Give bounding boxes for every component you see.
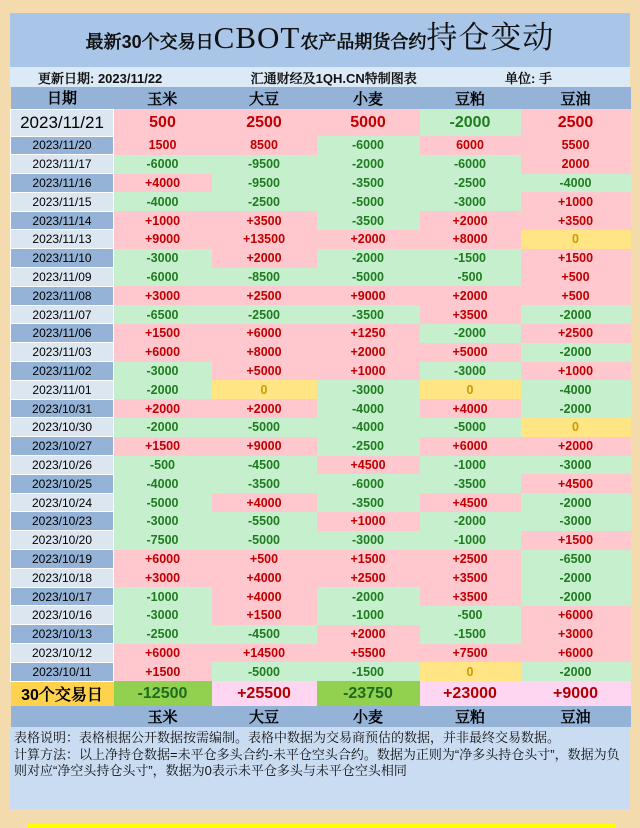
value-cell: +6000 bbox=[114, 343, 212, 362]
date-cell: 2023/10/26 bbox=[11, 456, 114, 475]
value-cell: +1500 bbox=[317, 550, 420, 569]
value-cell: +2000 bbox=[212, 249, 317, 268]
table-row bbox=[11, 625, 631, 644]
table-row bbox=[11, 343, 631, 362]
date-cell: 2023/10/30 bbox=[11, 418, 114, 437]
column-header-row bbox=[11, 87, 631, 109]
value-cell: +2000 bbox=[317, 625, 420, 644]
table-row bbox=[11, 305, 631, 324]
value-cell: +2000 bbox=[420, 211, 521, 230]
value-cell: -1500 bbox=[317, 662, 420, 681]
value-cell: +1000 bbox=[521, 192, 631, 211]
date-cell: 2023/11/16 bbox=[11, 174, 114, 193]
value-cell: -5000 bbox=[317, 192, 420, 211]
footer-column-label bbox=[11, 706, 114, 727]
value-cell: +2000 bbox=[521, 437, 631, 456]
value-cell: -2000 bbox=[420, 512, 521, 531]
date-cell: 2023/11/13 bbox=[11, 230, 114, 249]
value-cell: 0 bbox=[420, 380, 521, 399]
value-cell: +500 bbox=[212, 550, 317, 569]
date-cell: 2023/11/20 bbox=[11, 136, 114, 155]
date-cell: 2023/10/24 bbox=[11, 493, 114, 512]
value-cell: -2500 bbox=[420, 174, 521, 193]
date-cell: 2023/11/03 bbox=[11, 343, 114, 362]
value-cell: -6000 bbox=[114, 268, 212, 287]
value-cell: +4500 bbox=[317, 456, 420, 475]
value-cell: -2500 bbox=[317, 437, 420, 456]
value-cell: +1500 bbox=[114, 662, 212, 681]
value-cell: +2000 bbox=[317, 230, 420, 249]
value-cell: -3500 bbox=[317, 305, 420, 324]
title-bar bbox=[10, 13, 630, 67]
value-cell: -2000 bbox=[521, 493, 631, 512]
column-header: 豆粕 bbox=[420, 87, 521, 109]
value-cell: -2000 bbox=[521, 568, 631, 587]
value-cell: +1500 bbox=[114, 437, 212, 456]
value-cell: -500 bbox=[420, 606, 521, 625]
summary-label: 30个交易日 bbox=[11, 681, 114, 706]
value-cell: +6000 bbox=[212, 324, 317, 343]
table-row bbox=[11, 136, 631, 155]
date-cell: 2023/11/21 bbox=[11, 109, 114, 136]
value-cell: -6500 bbox=[521, 550, 631, 569]
value-cell: -2000 bbox=[317, 587, 420, 606]
date-cell: 2023/11/06 bbox=[11, 324, 114, 343]
value-cell: +8000 bbox=[420, 230, 521, 249]
column-header: 豆油 bbox=[521, 87, 631, 109]
table-row bbox=[11, 230, 631, 249]
date-cell: 2023/11/17 bbox=[11, 155, 114, 174]
table-row bbox=[11, 418, 631, 437]
value-cell: -4000 bbox=[317, 399, 420, 418]
value-cell: -3000 bbox=[521, 456, 631, 475]
value-cell: -2000 bbox=[420, 324, 521, 343]
value-cell: -3500 bbox=[420, 474, 521, 493]
value-cell: +9000 bbox=[212, 437, 317, 456]
value-cell: +5500 bbox=[317, 644, 420, 663]
value-cell: +3500 bbox=[521, 211, 631, 230]
value-cell: -4000 bbox=[114, 192, 212, 211]
value-cell: +1500 bbox=[521, 531, 631, 550]
value-cell: +4500 bbox=[521, 474, 631, 493]
table-row bbox=[11, 174, 631, 193]
value-cell: 2500 bbox=[521, 109, 631, 136]
date-cell: 2023/11/10 bbox=[11, 249, 114, 268]
value-cell: -5000 bbox=[317, 268, 420, 287]
column-header: 大豆 bbox=[212, 87, 317, 109]
value-cell: -2000 bbox=[114, 418, 212, 437]
value-cell: -2000 bbox=[114, 380, 212, 399]
summary-value-cell: -23750 bbox=[317, 681, 420, 706]
value-cell: -4000 bbox=[317, 418, 420, 437]
value-cell: +5000 bbox=[212, 362, 317, 381]
value-cell: +1500 bbox=[114, 324, 212, 343]
update-date-label: 更新日期: 2023/11/22 bbox=[38, 70, 163, 86]
value-cell: 0 bbox=[212, 380, 317, 399]
table-row bbox=[11, 662, 631, 681]
value-cell: +1000 bbox=[114, 211, 212, 230]
value-cell: +2000 bbox=[420, 286, 521, 305]
date-cell: 2023/10/31 bbox=[11, 399, 114, 418]
value-cell: +1500 bbox=[521, 249, 631, 268]
value-cell: 5500 bbox=[521, 136, 631, 155]
date-cell: 2023/11/09 bbox=[11, 268, 114, 287]
value-cell: +1000 bbox=[317, 362, 420, 381]
value-cell: 0 bbox=[521, 418, 631, 437]
value-cell: +1000 bbox=[317, 512, 420, 531]
value-cell: -3000 bbox=[114, 512, 212, 531]
date-cell: 2023/11/14 bbox=[11, 211, 114, 230]
value-cell: -3000 bbox=[317, 531, 420, 550]
value-cell: +13500 bbox=[212, 230, 317, 249]
date-cell: 2023/10/12 bbox=[11, 644, 114, 663]
value-cell: +9000 bbox=[317, 286, 420, 305]
table-body bbox=[11, 109, 631, 727]
value-cell: -500 bbox=[420, 268, 521, 287]
value-cell: +3500 bbox=[212, 211, 317, 230]
value-cell: -2000 bbox=[521, 343, 631, 362]
table-row bbox=[11, 268, 631, 287]
table-row bbox=[11, 606, 631, 625]
value-cell: -4000 bbox=[521, 174, 631, 193]
table-row bbox=[11, 456, 631, 475]
date-cell: 2023/10/20 bbox=[11, 531, 114, 550]
value-cell: -1000 bbox=[420, 531, 521, 550]
table-row bbox=[11, 644, 631, 663]
table-row bbox=[11, 493, 631, 512]
value-cell: -4000 bbox=[114, 474, 212, 493]
value-cell: -2500 bbox=[212, 305, 317, 324]
value-cell: -3000 bbox=[521, 512, 631, 531]
value-cell: -9500 bbox=[212, 174, 317, 193]
value-cell: -5000 bbox=[212, 418, 317, 437]
value-cell: -6000 bbox=[317, 474, 420, 493]
value-cell: -3500 bbox=[317, 174, 420, 193]
date-cell: 2023/11/08 bbox=[11, 286, 114, 305]
value-cell: -3500 bbox=[317, 493, 420, 512]
title-part-latest: 最新30个交易日 bbox=[85, 32, 214, 52]
value-cell: -2000 bbox=[317, 155, 420, 174]
value-cell: -2000 bbox=[420, 109, 521, 136]
value-cell: -5000 bbox=[212, 531, 317, 550]
value-cell: +4000 bbox=[420, 399, 521, 418]
table-row bbox=[11, 192, 631, 211]
date-cell: 2023/10/18 bbox=[11, 568, 114, 587]
table-row bbox=[11, 550, 631, 569]
value-cell: +2000 bbox=[212, 399, 317, 418]
value-cell: -3000 bbox=[114, 606, 212, 625]
value-cell: -2000 bbox=[521, 662, 631, 681]
value-cell: +4500 bbox=[420, 493, 521, 512]
notes-line-method: 计算方法：以上净持仓数据=未平仓多头合约-未平仓空头合约。数据为正则为“净多头持仓头寸”，数据为负则对应“净空头持仓头寸”，数据为0表示未平仓多头与未平仓空头相同 bbox=[14, 746, 620, 779]
value-cell: +2500 bbox=[317, 568, 420, 587]
value-cell: -3000 bbox=[420, 192, 521, 211]
footer-column-label: 大豆 bbox=[212, 706, 317, 727]
column-header: 小麦 bbox=[317, 87, 420, 109]
summary-value-cell: +23000 bbox=[420, 681, 521, 706]
value-cell: +8000 bbox=[212, 343, 317, 362]
value-cell: +6000 bbox=[521, 606, 631, 625]
value-cell: +6000 bbox=[114, 644, 212, 663]
value-cell: +500 bbox=[521, 268, 631, 287]
value-cell: -3000 bbox=[317, 380, 420, 399]
table-row bbox=[11, 474, 631, 493]
table-row bbox=[11, 324, 631, 343]
value-cell: -1000 bbox=[114, 587, 212, 606]
value-cell: +6000 bbox=[521, 644, 631, 663]
value-cell: -2500 bbox=[114, 625, 212, 644]
value-cell: +3000 bbox=[114, 568, 212, 587]
value-cell: -5500 bbox=[212, 512, 317, 531]
date-cell: 2023/10/25 bbox=[11, 474, 114, 493]
value-cell: 8500 bbox=[212, 136, 317, 155]
table-row bbox=[11, 155, 631, 174]
value-cell: -3500 bbox=[212, 474, 317, 493]
summary-value-cell: -12500 bbox=[114, 681, 212, 706]
value-cell: 5000 bbox=[317, 109, 420, 136]
value-cell: -4500 bbox=[212, 625, 317, 644]
value-cell: +4000 bbox=[114, 174, 212, 193]
value-cell: -1000 bbox=[420, 456, 521, 475]
value-cell: -6000 bbox=[420, 155, 521, 174]
value-cell: -2000 bbox=[521, 399, 631, 418]
value-cell: +3500 bbox=[420, 587, 521, 606]
value-cell: -1500 bbox=[420, 249, 521, 268]
report-panel bbox=[10, 13, 630, 809]
value-cell: +1250 bbox=[317, 324, 420, 343]
value-cell: +4000 bbox=[212, 568, 317, 587]
value-cell: +3500 bbox=[420, 305, 521, 324]
value-cell: -3000 bbox=[420, 362, 521, 381]
positions-table bbox=[10, 87, 631, 727]
value-cell: -3000 bbox=[114, 362, 212, 381]
notes-block bbox=[10, 727, 630, 809]
column-header: 玉米 bbox=[114, 87, 212, 109]
value-cell: 500 bbox=[114, 109, 212, 136]
table-row bbox=[11, 380, 631, 399]
date-cell: 2023/10/27 bbox=[11, 437, 114, 456]
value-cell: -3000 bbox=[114, 249, 212, 268]
value-cell: +5000 bbox=[420, 343, 521, 362]
value-cell: +2500 bbox=[521, 324, 631, 343]
source-label: 汇通财经及1QH.CN特制图表 bbox=[250, 70, 417, 86]
value-cell: -5000 bbox=[212, 662, 317, 681]
value-cell: +2000 bbox=[317, 343, 420, 362]
value-cell: +4000 bbox=[212, 493, 317, 512]
bottom-yellow-strip bbox=[28, 824, 616, 828]
value-cell: +2000 bbox=[114, 399, 212, 418]
date-cell: 2023/10/13 bbox=[11, 625, 114, 644]
value-cell: -9500 bbox=[212, 155, 317, 174]
value-cell: +6000 bbox=[114, 550, 212, 569]
footer-column-label: 豆粕 bbox=[420, 706, 521, 727]
title-part-positions: 持仓变动 bbox=[426, 20, 555, 55]
value-cell: 2500 bbox=[212, 109, 317, 136]
table-row bbox=[11, 109, 631, 136]
value-cell: +3500 bbox=[420, 568, 521, 587]
footer-column-label: 豆油 bbox=[521, 706, 631, 727]
value-cell: -6000 bbox=[317, 136, 420, 155]
notes-line-description: 表格说明：表格根据公开数据按需编制。表格中数据为交易商预估的数据，并非最终交易数据。 bbox=[14, 730, 561, 746]
date-cell: 2023/10/17 bbox=[11, 587, 114, 606]
footer-column-label: 小麦 bbox=[317, 706, 420, 727]
title-part-cbot: CBOT bbox=[213, 20, 301, 55]
column-header: 日期 bbox=[11, 87, 114, 109]
value-cell: +4000 bbox=[212, 587, 317, 606]
value-cell: +9000 bbox=[114, 230, 212, 249]
value-cell: +14500 bbox=[212, 644, 317, 663]
date-cell: 2023/11/01 bbox=[11, 380, 114, 399]
title-part-products: 农产品期货合约 bbox=[300, 32, 427, 52]
date-cell: 2023/11/02 bbox=[11, 362, 114, 381]
summary-row bbox=[11, 681, 631, 706]
summary-value-cell: +25500 bbox=[212, 681, 317, 706]
date-cell: 2023/10/11 bbox=[11, 662, 114, 681]
value-cell: +1000 bbox=[521, 362, 631, 381]
table-row bbox=[11, 587, 631, 606]
value-cell: +7500 bbox=[420, 644, 521, 663]
table-row bbox=[11, 399, 631, 418]
table-row bbox=[11, 211, 631, 230]
table-row bbox=[11, 437, 631, 456]
date-cell: 2023/10/19 bbox=[11, 550, 114, 569]
date-cell: 2023/11/07 bbox=[11, 305, 114, 324]
table-row bbox=[11, 531, 631, 550]
value-cell: +6000 bbox=[420, 437, 521, 456]
date-cell: 2023/10/23 bbox=[11, 512, 114, 531]
table-row bbox=[11, 249, 631, 268]
value-cell: -1500 bbox=[420, 625, 521, 644]
value-cell: +3000 bbox=[114, 286, 212, 305]
value-cell: -5000 bbox=[420, 418, 521, 437]
table-row bbox=[11, 568, 631, 587]
value-cell: +2500 bbox=[212, 286, 317, 305]
unit-label: 单位: 手 bbox=[505, 70, 552, 86]
value-cell: -4500 bbox=[212, 456, 317, 475]
value-cell: -2000 bbox=[317, 249, 420, 268]
value-cell: -2000 bbox=[521, 305, 631, 324]
value-cell: -6000 bbox=[114, 155, 212, 174]
table-row bbox=[11, 362, 631, 381]
value-cell: +2500 bbox=[420, 550, 521, 569]
value-cell: +500 bbox=[521, 286, 631, 305]
value-cell: -5000 bbox=[114, 493, 212, 512]
table-row bbox=[11, 512, 631, 531]
value-cell: -1000 bbox=[317, 606, 420, 625]
footer-column-row bbox=[11, 706, 631, 727]
value-cell: -8500 bbox=[212, 268, 317, 287]
date-cell: 2023/10/16 bbox=[11, 606, 114, 625]
value-cell: +3000 bbox=[521, 625, 631, 644]
subheader-bar bbox=[10, 67, 630, 87]
table-row bbox=[11, 286, 631, 305]
value-cell: 2000 bbox=[521, 155, 631, 174]
value-cell: 1500 bbox=[114, 136, 212, 155]
date-cell: 2023/11/15 bbox=[11, 192, 114, 211]
value-cell: -500 bbox=[114, 456, 212, 475]
value-cell: -4000 bbox=[521, 380, 631, 399]
value-cell: 0 bbox=[521, 230, 631, 249]
value-cell: -2500 bbox=[212, 192, 317, 211]
footer-column-label: 玉米 bbox=[114, 706, 212, 727]
value-cell: 6000 bbox=[420, 136, 521, 155]
value-cell: -3500 bbox=[317, 211, 420, 230]
value-cell: -2000 bbox=[521, 587, 631, 606]
value-cell: +1500 bbox=[212, 606, 317, 625]
value-cell: 0 bbox=[420, 662, 521, 681]
value-cell: -6500 bbox=[114, 305, 212, 324]
summary-value-cell: +9000 bbox=[521, 681, 631, 706]
value-cell: -7500 bbox=[114, 531, 212, 550]
